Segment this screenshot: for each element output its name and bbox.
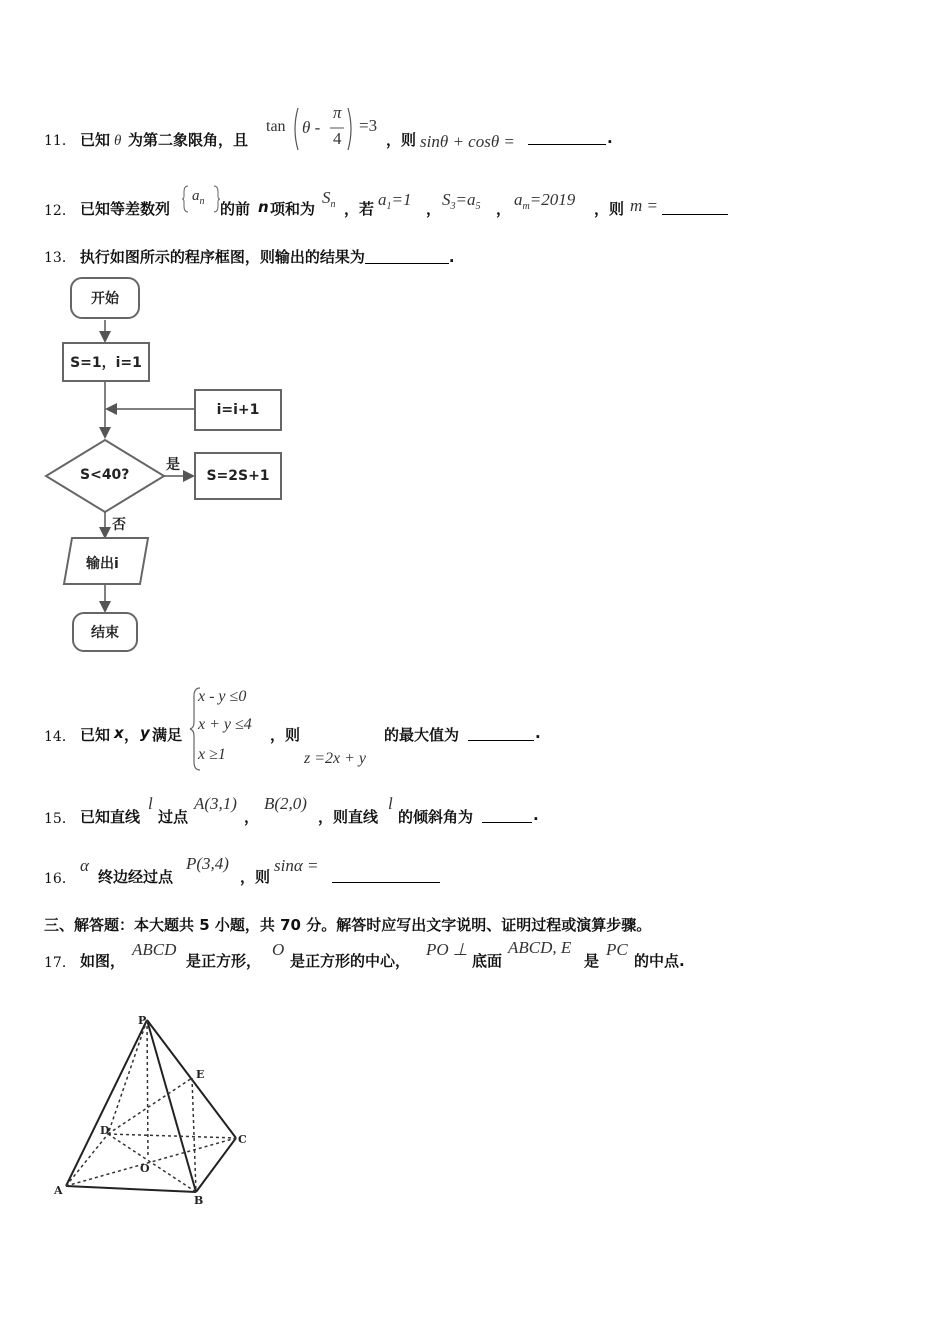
math-Sn: $S_n$ [322,188,336,210]
question-text: 是正方形， [186,952,262,970]
math-n: n [258,198,269,216]
question-text: ，则 [240,868,271,886]
math-seq: $a_n$ [192,188,205,207]
constraint-3: x ≥1 [198,746,226,763]
answer-blank[interactable] [332,868,440,883]
question-text: 的最大值为 [384,726,460,744]
math-ABCD: ABCD [132,940,177,959]
math-l: l [388,794,393,813]
question-text: ，则 [386,131,417,149]
point-P: P(3,4) [186,854,229,873]
math-S3: $S_3=a_5$ [442,190,481,212]
section-heading: 三、解答题：本大题共 5 小题，共 70 分。解答时应写出文字说明、证明过程或演算步骤。 [44,916,652,934]
math-l: l [148,794,153,813]
math-ABCDE: ABCD, E [508,938,572,957]
math-a1: $a_1=1$ [378,190,412,212]
question-text: 执行如图所示的程序框图，则输出的结果为 [79,248,365,266]
question-text: 的倾斜角为 [398,808,474,826]
question-text: 是 [584,952,600,970]
question-text: 过点 [158,808,189,826]
flow-init: S=1，i=1 [62,342,150,382]
question-number: 11． [44,133,76,149]
comma: ， [496,200,512,218]
math-tan: tan [266,118,286,135]
objective: z =2x + y [304,750,367,767]
math-eq-3: =3 [359,116,378,135]
question-text: 为第二象限角，且 [128,131,249,149]
comma: ， [426,200,442,218]
question-text: 的中点. [634,952,685,970]
label-P: P [138,1014,147,1027]
math-theta: θ [114,133,122,149]
flow-output: 输出i [86,556,119,572]
question-number: 15． [44,811,76,827]
label-A: A [54,1184,63,1197]
comma: ， [124,726,140,744]
flow-update: S=2S+1 [194,452,282,500]
point-A: A(3,1) [194,794,237,813]
question-text: 的前 [220,200,251,218]
answer-blank[interactable] [662,200,728,215]
math-am: $a_m=2019$ [514,190,576,212]
answer-blank[interactable] [482,808,532,823]
question-text: ，若 [344,200,375,218]
flow-end: 结束 [72,612,138,652]
label-D: D [100,1124,110,1137]
question-number: 17． [44,955,76,971]
constraint-1: x - y ≤0 [198,688,247,705]
question-text: ，则 [270,726,301,744]
period: . [533,806,539,824]
question-number: 14． [44,729,76,745]
label-B: B [194,1194,204,1207]
math-theta-minus: θ - [302,118,321,137]
question-number: 12． [44,203,76,219]
math-PO-perp: PO ⊥ [426,940,468,959]
math-expression: sinθ + cosθ = [420,132,515,151]
math-alpha: α [80,856,89,875]
label-E: E [196,1068,205,1081]
flow-increment: i=i+1 [194,389,282,431]
answer-blank[interactable] [528,130,606,145]
constraint-2: x + y ≤4 [198,716,252,733]
question-text: 项和为 [270,200,316,218]
math-x: x [114,724,124,742]
math-PC: PC [606,940,628,959]
question-text: 已知直线 [80,808,141,826]
flow-no-label: 否 [112,517,126,533]
math-y: y [140,724,150,742]
question-text: 终边经过点 [98,868,174,886]
pyramid-diagram [40,1000,280,1220]
question-number: 13． [44,250,76,266]
flow-yes-label: 是 [166,457,180,473]
flow-start: 开始 [70,277,140,319]
answer-blank[interactable] [365,249,449,264]
question-text: 已知 [80,131,111,149]
period: . [607,129,613,147]
math-expression: sinα = [274,856,319,875]
question-text: ，则直线 [318,808,379,826]
question-text: 是正方形的中心， [290,952,411,970]
point-B: B(2,0) [264,794,307,813]
comma: ， [244,808,260,826]
question-text: 已知 [80,726,111,744]
math-m-eq: m = [630,196,658,215]
question-text: 底面 [472,952,503,970]
math-O: O [272,940,285,959]
period: . [448,248,455,266]
question-text: 如图， [80,952,126,970]
question-number: 16． [44,871,76,887]
question-text: ，则 [594,200,625,218]
answer-blank[interactable] [468,726,534,741]
math-pi: π [333,103,342,122]
math-four: 4 [333,129,342,148]
period: . [535,724,541,742]
question-text: 满足 [152,726,183,744]
flowchart-connectors [0,0,320,680]
question-text: 已知等差数列 [80,200,171,218]
flow-condition: S<40? [80,467,130,483]
label-O: O [140,1162,150,1175]
label-C: C [238,1133,247,1146]
